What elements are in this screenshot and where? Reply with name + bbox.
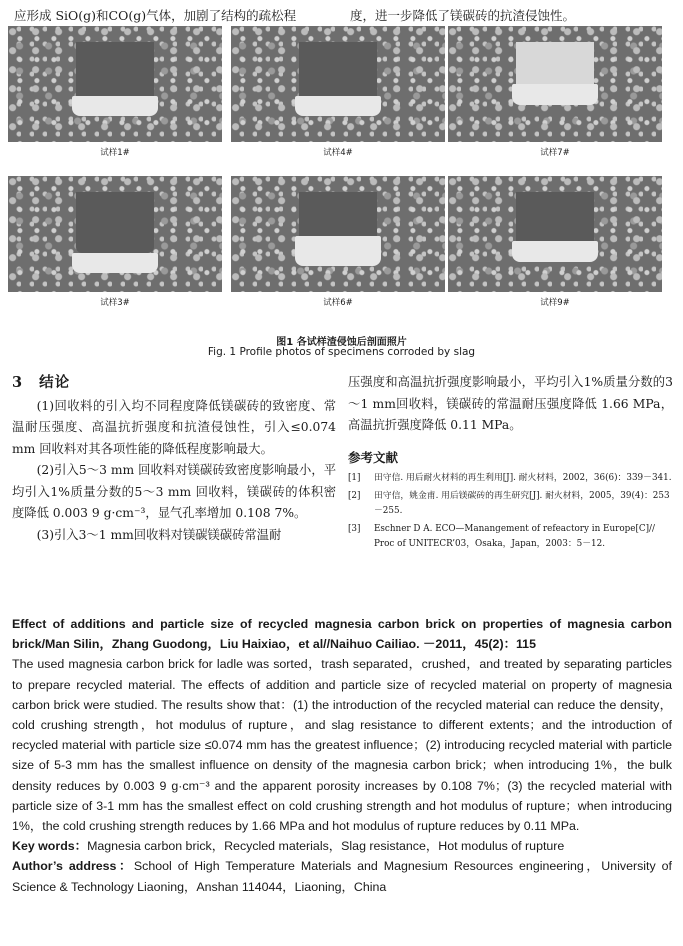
photo-label: 试样7# [540, 148, 570, 158]
reference-text: 田守信. 用后耐火材料的再生利用[J]. 耐火材料，2002，36(6)：339－341. [374, 473, 672, 483]
section-heading [12, 372, 336, 394]
specimen-photo [231, 26, 445, 142]
photo-specimen-9 [448, 176, 662, 308]
conclusion-paragraph: (3)引入3～1 mm回收料对镁碳镁碳砖常温耐 [36, 527, 282, 542]
right-column [348, 372, 673, 552]
reference-item [348, 489, 673, 519]
abstract-title: Effect of additions and particle size of recycled magnesia carbon brick on properties of magnesia carbon brick/Man Silin，Zhang Guodong，Liu Haixiao，et al//Naihuo Cailiao. －2011，45(2)：115 [12, 617, 672, 652]
photo-label: 试样6# [323, 298, 353, 308]
photo-label: 试样9# [540, 298, 570, 308]
reference-number: [3] [348, 524, 361, 534]
specimen-photo [448, 176, 662, 292]
header-right-fragment: 度，进一步降低了镁碳砖的抗渣侵蚀性。 [350, 8, 576, 23]
keywords-line [12, 836, 672, 856]
photo-label: 试样4# [323, 148, 353, 158]
left-column [12, 372, 336, 546]
figure-caption-en: Fig. 1 Profile photos of specimens corroded by slag [207, 346, 476, 358]
reference-number: [2] [348, 491, 361, 501]
photo-specimen-3 [8, 176, 222, 308]
reference-text: 田守信，姚金甫. 用后镁碳砖的再生研究[J]. 耐火材料，2005，39(4)：253－255. [374, 491, 670, 516]
english-abstract [12, 614, 672, 897]
conclusion-paragraph-continued: 压强度和高温抗折强度影响最小，平均引入1%质量分数的3～1 mm回收料，镁碳砖的常温耐压强度降低 1.66 MPa，高温抗折强度降低 0.11 MPa。 [348, 375, 673, 432]
specimen-photo [231, 176, 445, 292]
keywords-label: Key words： [12, 839, 88, 854]
conclusion-paragraph: (2)引入5～3 mm 回收料对镁碳砖致密度影响最小，平均引入1%质量分数的5～3 mm 回收料，镁碳砖的体积密度降低 0.003 9 g·cm⁻³，显气孔率增加 0.108 7%。 [12, 463, 336, 520]
photo-specimen-7 [448, 26, 662, 158]
keywords-text: Magnesia carbon brick，Recycled materials，Slag resistance，Hot modulus of rupture [87, 839, 565, 854]
reference-item [348, 471, 673, 486]
abstract-body: The used magnesia carbon brick for ladle was sorted，trash separated，crushed，and treated by separating particles to prepare recycled material. The effects of addition and particle size of recycled material on property of magnesia carbon brick were studied. The results show that：(1) the introduction of the recycled material can reduce the density，cold crushing strength，hot modulus of rupture，and slag resistance to different extents；and the introduction of recycled material with particle size ≤0.074 mm has the greatest influence；(2) introducing recycled material with particle size of 5-3 mm has the smallest influence on density of the magnesia carbon brick；when introducing 1%，the bulk density reduces by 0.003 9 g·cm⁻³ and the apparent porosity increases by 0.108 7%；(3) the recycled material with particle size of 3-1 mm has the smallest effect on cold crushing strength and hot modulus of rupture；when introducing 1%，the cold crushing strength reduces by 1.66 MPa and hot modulus of rupture reduces by 0.11 MPa. [12, 657, 672, 834]
figure-photo-grid [8, 26, 674, 328]
specimen-photo [8, 176, 222, 292]
figure-caption-cn: 图1 各试样渣侵蚀后剖面照片 [276, 337, 407, 348]
specimen-photo [448, 26, 662, 142]
photo-specimen-4 [231, 26, 445, 158]
address-line [12, 856, 672, 896]
reference-text: Eschner D A. ECO—Manangement of refeactory in Europe[C]// Proc of UNITECR’03，Osaka，Japan，2003：5－12. [374, 524, 655, 549]
header-left-fragment: 应形成 SiO(g)和CO(g)气体，加剧了结构的疏松程 [14, 8, 297, 23]
reference-number: [1] [348, 473, 361, 483]
address-text: School of High Temperature Materials and Magnesium Resources engineering，University of Science & Technology Liaoning，Anshan 114044，Liaoning，China [12, 859, 672, 894]
section-number: 3 [12, 374, 24, 391]
references-title: 参考文献 [348, 449, 399, 465]
section-title: 结论 [39, 374, 71, 391]
address-label: Author’s address： [12, 859, 134, 874]
photo-specimen-6 [231, 176, 445, 308]
photo-label: 试样3# [100, 298, 130, 308]
reference-item [348, 522, 673, 552]
photo-label: 试样1# [100, 148, 130, 158]
specimen-photo [8, 26, 222, 142]
photo-specimen-1 [8, 26, 222, 158]
conclusion-paragraph: (1)回收料的引入均不同程度降低镁碳砖的致密度、常温耐压强度、高温抗折强度和抗渣侵蚀性，引入≤0.074 mm 回收料对其各项性能的降低程度影响最大。 [12, 398, 336, 456]
